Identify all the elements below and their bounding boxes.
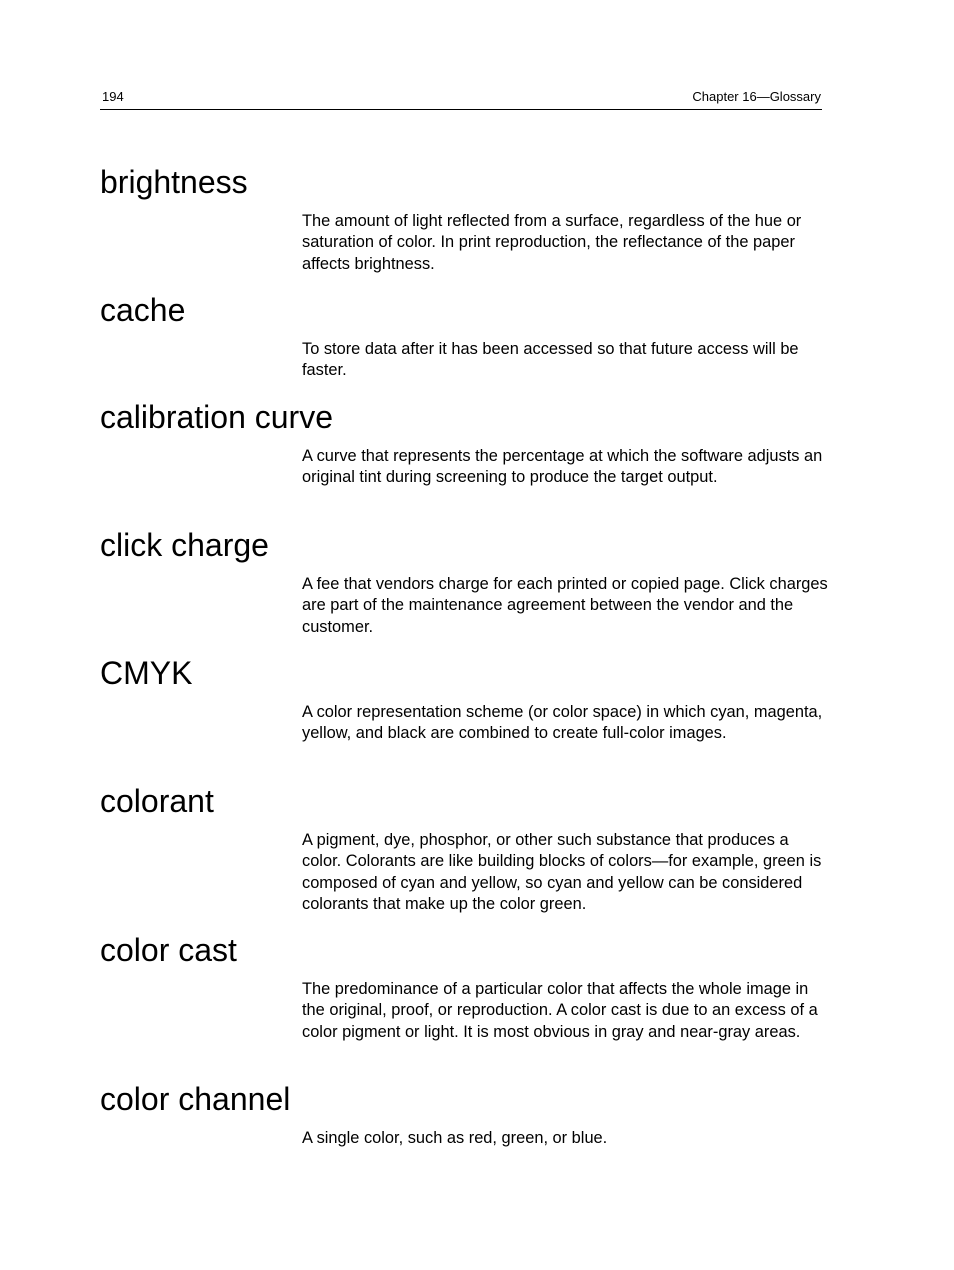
glossary-term: color channel [100,1081,291,1117]
chapter-title: Chapter 16—Glossary [692,89,821,104]
glossary-entry [100,1079,830,1147]
page-header [100,88,822,110]
glossary-list [100,162,830,1147]
glossary-definition: The amount of light reflected from a surface, regardless of the hue or saturation of color. In print reproduction, the reflectance of the paper affects brightness. [302,212,802,273]
glossary-definition: To store data after it has been accessed so that future access will be faster. [302,340,799,380]
glossary-entry [100,930,830,1079]
glossary-entry [100,397,830,525]
glossary-definition: A pigment, dye, phosphor, or other such substance that produces a color. Colorants are like building blocks of colors—for example, green is composed of cyan and yellow, so cyan and yellow can be considered colorants that make up the color green. [302,831,822,913]
glossary-definition: A fee that vendors charge for each printed or copied page. Click charges are part of the maintenance agreement between the vendor and the customer. [302,575,828,636]
glossary-definition: A color representation scheme (or color space) in which cyan, magenta, yellow, and black are combined to create full-color images. [302,703,823,743]
glossary-entry [100,781,830,930]
glossary-term: colorant [100,783,214,819]
glossary-entry [100,653,830,781]
glossary-term: click charge [100,527,269,563]
glossary-term: calibration curve [100,399,333,435]
glossary-term: cache [100,292,186,328]
glossary-term: brightness [100,164,248,200]
glossary-term: color cast [100,932,237,968]
glossary-entry [100,162,830,290]
glossary-definition: A curve that represents the percentage at which the software adjusts an original tint during screening to produce the target output. [302,447,823,487]
glossary-definition: The predominance of a particular color that affects the whole image in the original, proof, or reproduction. A color cast is due to an excess of a color pigment or light. It is most obvious in gray and near-gray areas. [302,980,818,1041]
glossary-term: CMYK [100,655,193,691]
glossary-entry [100,525,830,653]
glossary-entry [100,290,830,397]
glossary-definition: A single color, such as red, green, or blue. [302,1129,608,1147]
page-number: 194 [102,89,124,104]
